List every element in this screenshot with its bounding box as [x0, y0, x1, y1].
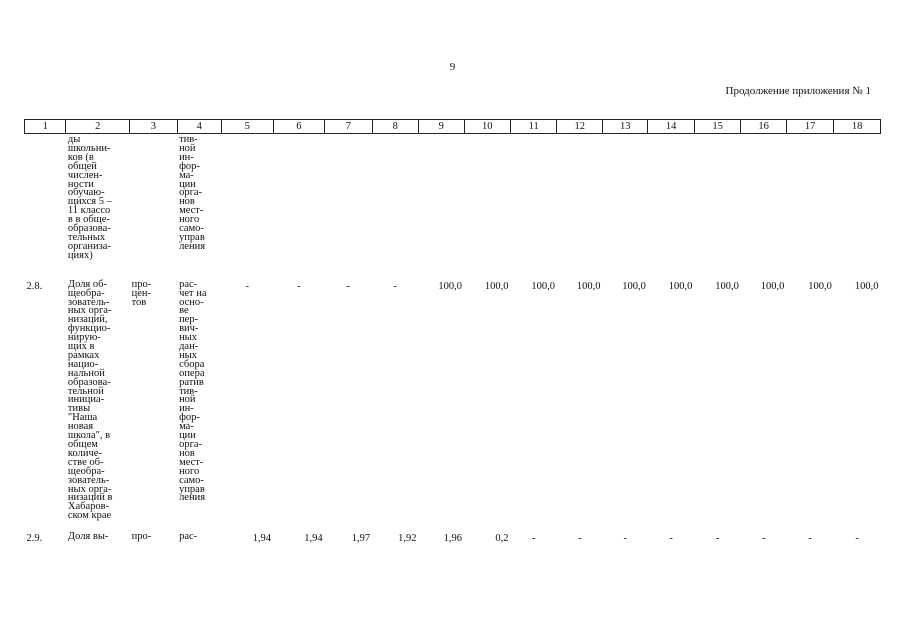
- text-line: образова-: [67, 376, 111, 388]
- text-line: ма-: [179, 169, 194, 181]
- calculation-method-cell: [177, 269, 221, 521]
- text-line: ков (в: [67, 151, 94, 163]
- text-line: тельной: [67, 385, 104, 397]
- text-line: щеобра-: [67, 287, 105, 299]
- text-line: само-: [179, 474, 204, 486]
- text-line: функцио-: [67, 323, 111, 335]
- text-line: ды: [67, 134, 81, 145]
- text-line: нов: [179, 447, 195, 459]
- indicator-name-cell: [66, 269, 130, 521]
- text-line: образова-: [67, 223, 111, 235]
- header-cell: 9: [419, 120, 464, 134]
- text-line: ратив: [179, 376, 204, 388]
- header-cell: 7: [325, 120, 372, 134]
- text-line: ных орга-: [67, 305, 112, 317]
- wrapped-text: [67, 278, 128, 522]
- text-line: управ: [179, 483, 205, 495]
- unit-cell: [130, 529, 177, 545]
- value-cell: -: [297, 280, 301, 292]
- table-body: [25, 134, 881, 546]
- value-cell: 1,94: [304, 533, 323, 545]
- value-cell: 100,0: [438, 280, 463, 292]
- value-cell: -: [577, 533, 582, 545]
- text-line: общей: [67, 160, 97, 172]
- value-cell: -: [715, 533, 720, 545]
- indicator-name-cell: [66, 134, 130, 261]
- value-cell: [222, 134, 274, 261]
- value-cell: -: [245, 280, 250, 292]
- header-cell: 6: [273, 120, 325, 134]
- text-line: Доля об-: [67, 278, 107, 290]
- text-line: числен-: [67, 169, 103, 181]
- header-cell: 15: [694, 120, 740, 134]
- text-line: фор-: [179, 412, 200, 424]
- header-cell: 8: [372, 120, 418, 134]
- wrapped-text: [179, 533, 219, 542]
- text-line: нацио-: [67, 358, 99, 370]
- text-line: ных орга-: [67, 483, 112, 495]
- text-line: 11 классо: [67, 205, 111, 217]
- value-cell: 100,0: [760, 280, 785, 292]
- table-row: [25, 134, 881, 261]
- value-cell: [694, 134, 740, 261]
- text-line: общем: [67, 439, 98, 450]
- wrapped-text: [131, 278, 175, 308]
- value-cell: [648, 134, 694, 261]
- value-cell: 100,0: [668, 280, 693, 292]
- text-line: ности: [67, 178, 94, 190]
- text-line: ления: [179, 240, 206, 252]
- row-number: 2.8.: [26, 280, 43, 292]
- text-line: щихся 5 –: [67, 196, 112, 208]
- text-line: мест-: [179, 205, 204, 217]
- text-line: осно-: [179, 296, 204, 308]
- text-line: рамках: [67, 349, 100, 361]
- text-line: Доля вы-: [67, 531, 109, 543]
- value-cell: [786, 134, 833, 261]
- text-line: орга-: [179, 439, 203, 450]
- header-cell: 1: [25, 120, 66, 134]
- value-cell: 1,96: [443, 533, 463, 545]
- wrapped-text: [132, 533, 175, 542]
- value-cell: [273, 134, 325, 261]
- text-line: зователь-: [67, 296, 110, 308]
- text-line: инициа-: [67, 394, 105, 406]
- text-line: новая: [67, 421, 94, 433]
- text-line: Хабаров-: [67, 501, 110, 513]
- text-line: зователь-: [67, 474, 110, 486]
- wrapped-text: [179, 278, 219, 504]
- header-cell: 12: [557, 120, 602, 134]
- value-cell: -: [393, 280, 398, 292]
- value-cell: [464, 134, 510, 261]
- text-line: нов: [179, 196, 195, 208]
- value-cell: 100,0: [484, 280, 509, 292]
- text-line: нальной: [67, 367, 105, 379]
- unit-cell: [130, 269, 177, 521]
- wrapped-text: [179, 136, 219, 252]
- value-cell: [834, 134, 881, 261]
- value-cell: [372, 134, 418, 261]
- text-line: в в обще-: [67, 214, 110, 226]
- header-cell: 5: [222, 120, 274, 134]
- text-line: ции: [179, 430, 196, 442]
- header-cell: 18: [834, 120, 881, 134]
- text-line: сбора: [179, 358, 205, 370]
- value-cell: 1,94: [252, 533, 272, 545]
- text-line: ма-: [179, 421, 194, 433]
- text-line: школа", в: [67, 430, 111, 442]
- text-line: тов: [131, 296, 147, 308]
- value-cell: 1,97: [351, 533, 371, 545]
- text-line: орга-: [179, 187, 203, 199]
- text-line: дан-: [179, 341, 199, 353]
- column-number-header-row: [25, 120, 881, 134]
- text-line: ного: [179, 465, 200, 477]
- text-line: цен-: [131, 287, 151, 299]
- text-line: "Наша: [67, 412, 98, 424]
- header-cell: 17: [786, 120, 833, 134]
- text-line: количе-: [67, 447, 102, 459]
- text-line: про-: [131, 278, 152, 290]
- text-line: низаций в: [67, 492, 113, 504]
- value-cell: 0,2: [495, 533, 509, 545]
- text-line: ной: [179, 142, 196, 154]
- header-cell: 14: [648, 120, 694, 134]
- value-cell: [741, 134, 786, 261]
- text-line: обучаю-: [67, 187, 105, 199]
- value-cell: 100,0: [576, 280, 601, 292]
- value-cell: -: [346, 280, 351, 292]
- header-cell: 10: [464, 120, 510, 134]
- value-cell: 1,92: [398, 533, 417, 545]
- text-line: тив-: [179, 134, 198, 145]
- text-line: ных: [179, 332, 197, 344]
- header-cell: 2: [66, 120, 130, 134]
- text-line: рас-: [179, 531, 198, 543]
- text-line: нирую-: [67, 332, 101, 344]
- calculation-method-cell: [177, 529, 221, 545]
- text-line: чет на: [179, 287, 207, 299]
- header-cell: 13: [602, 120, 647, 134]
- value-cell: -: [761, 533, 766, 545]
- header-cell: 3: [130, 120, 177, 134]
- text-line: ного: [179, 214, 200, 226]
- text-line: ве: [179, 305, 189, 317]
- value-cell: -: [623, 533, 627, 545]
- value-cell: -: [808, 533, 812, 545]
- wrapped-text: [68, 533, 128, 542]
- row-spacer: [25, 261, 881, 269]
- text-line: циях): [67, 249, 93, 261]
- text-line: щеобра-: [67, 465, 105, 477]
- text-line: ления: [179, 492, 206, 504]
- table-row: [25, 269, 881, 521]
- text-line: ных: [179, 349, 197, 361]
- indicator-name-cell: [66, 529, 130, 545]
- value-cell: 100,0: [854, 280, 879, 292]
- row-number: [25, 134, 66, 261]
- text-line: ции: [179, 178, 196, 190]
- text-line: рас-: [179, 278, 198, 290]
- value-cell: 100,0: [715, 280, 739, 292]
- value-cell: 100,0: [808, 280, 832, 292]
- text-line: опера: [179, 367, 205, 379]
- unit-cell: [130, 134, 177, 261]
- text-line: низаций,: [67, 314, 108, 326]
- text-line: ин-: [179, 151, 194, 163]
- header-cell: 4: [177, 120, 221, 134]
- value-cell: 100,0: [531, 280, 555, 292]
- value-cell: [511, 134, 557, 261]
- value-cell: [602, 134, 647, 261]
- table-row: [25, 529, 881, 545]
- text-line: тельных: [67, 231, 106, 243]
- text-line: мест-: [179, 456, 204, 468]
- value-cell: [325, 134, 372, 261]
- value-cell: -: [855, 533, 859, 545]
- text-line: тивы: [67, 403, 91, 415]
- value-cell: [557, 134, 602, 261]
- value-cell: [419, 134, 464, 261]
- header-cell: 16: [741, 120, 786, 134]
- text-line: ной: [179, 394, 196, 406]
- indicators-table: [24, 119, 881, 545]
- header-cell: 11: [511, 120, 557, 134]
- text-line: фор-: [179, 160, 200, 172]
- page-number: 9: [449, 61, 456, 73]
- text-line: про-: [131, 531, 152, 543]
- text-line: вич-: [179, 323, 199, 335]
- text-line: само-: [179, 223, 204, 235]
- value-cell: -: [669, 533, 673, 545]
- text-line: ском крае: [67, 510, 112, 522]
- calculation-method-cell: [177, 134, 221, 261]
- row-spacer: [25, 521, 881, 529]
- value-cell: -: [531, 533, 536, 545]
- value-cell: 100,0: [622, 280, 646, 292]
- text-line: тив-: [179, 385, 198, 397]
- appendix-continuation-label: Продолжение приложения № 1: [725, 85, 871, 97]
- text-line: пер-: [179, 314, 199, 326]
- text-line: ин-: [179, 403, 194, 415]
- text-line: управ: [179, 231, 205, 243]
- row-number: 2.9.: [26, 533, 43, 545]
- text-line: организа-: [67, 240, 111, 252]
- text-line: стве об-: [67, 456, 104, 468]
- text-line: школьни-: [67, 142, 111, 154]
- wrapped-text: [68, 136, 128, 261]
- text-line: щих в: [67, 341, 95, 353]
